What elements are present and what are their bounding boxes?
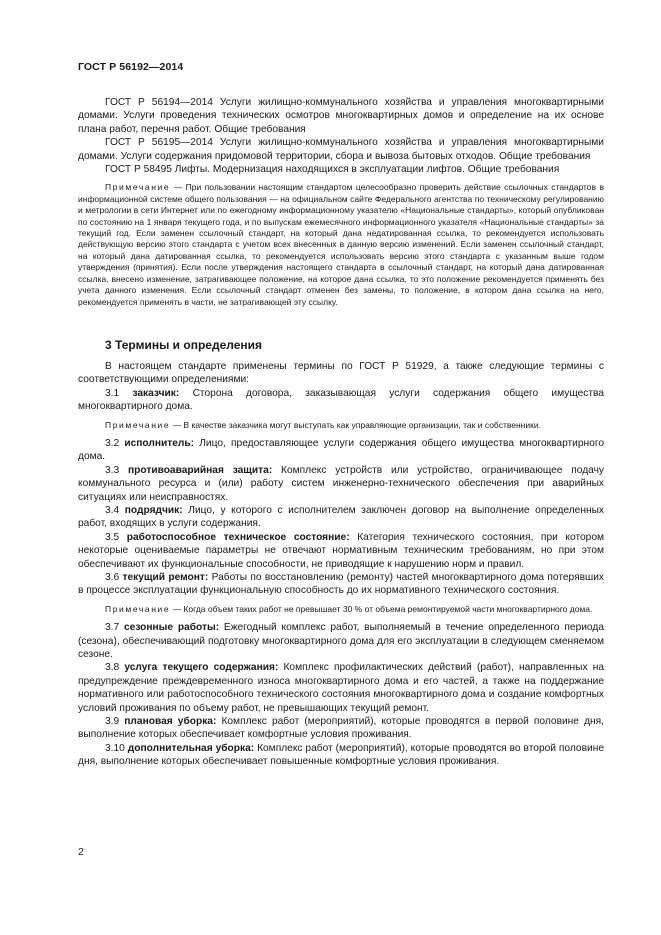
term-note (78, 604, 604, 615)
term-text: Комплекс работ (мероприятий), которые проводятся в первой половине дня, выполнение которых обеспечивает комфортные условия проживания. (78, 716, 604, 741)
term-text: Комплекс устройств или устройство, ограничивающее подачу коммунального ресурса и (или) работу систем инженерно-технического обеспечения при аварийных ситуациях или неисправностях. (78, 464, 604, 503)
note-body: — В качестве заказчика могут выступать как управляющие организации, так и собственники. (170, 419, 541, 430)
page-content (78, 96, 604, 769)
term-name: заказчик: (132, 387, 180, 399)
term-text: Комплекс профилактических действий (работ), направленных на предупреждение преждевременного износа многоквартирного дома и его частей, а также на поддержание нормативного или работоспособного технического состояния многоквартирного дома и создание комфортных условий проживания по объему работ, не превышающих текущий ремонт. (78, 662, 605, 714)
term-text: Лицо, у которого с исполнителем заключен договор на выполнение определенных работ, входящих в услуги содержания. (78, 504, 604, 530)
term-number: 3.3 (105, 464, 120, 476)
note-body: — Когда объем таких работ не превышает 30 % от объема ремонтируемой части многоквартирного дома. (170, 603, 593, 614)
term-number: 3.4 (105, 504, 120, 516)
term-name: дополнительная уборка: (127, 742, 255, 754)
term-number: 3.5 (105, 531, 120, 543)
term-definition (78, 387, 604, 414)
document-code-header: ГОСТ Р 56192—2014 (78, 61, 184, 73)
term-definition (78, 571, 604, 598)
term-text: Сторона договора, заказывающая услуги содержания общего имущества многоквартирного дома. (78, 387, 604, 413)
term-name: исполнитель: (124, 437, 195, 449)
term-name: плановая уборка: (124, 716, 217, 728)
term-number: 3.7 (105, 622, 120, 634)
term-number: 3.1 (105, 387, 120, 399)
term-number: 3.6 (105, 572, 120, 583)
term-name: противоаварийная защита: (127, 464, 273, 476)
term-number: 3.10 (105, 742, 125, 754)
term-definition (78, 742, 604, 769)
note-body: — При пользовании настоящим стандартом целесообразно проверить действие ссылочных стандартов в информационной системе общего пользования — на официальном сайте Федерального агентства по техническому регулированию и метрологии в сети Интернет или по ежегодному информационному указателю «Национальные стандарты», который опубликован по состоянию на 1 января текущего года, и по выпускам ежемесячного информационного указателя «Национальные стандарты» за текущий год. Если заменен ссылочный стандарт, на который дана недатированная ссылка, то рекомендуется использовать действующую версию этого стандарта с учетом всех внесенных в данную версию изменений. Если заменен ссылочный стандарт, на который дана датированная ссылка, то рекомендуется использовать версию этого стандарта с указанным выше годом утверждения (принятия). Если после утверждения настоящего стандарта в ссылочный стандарт, на который дана датированная ссылка, внесено изменение, затрагивающее положение, на которое дана ссылка, то это положение рекомендуется применять без учета данного изменения. Если ссылочный стандарт отменен без замены, то положение, в котором дана ссылка на него, рекомендуется применять в части, не затрагивающей эту ссылку. (78, 182, 604, 307)
term-definition (78, 437, 604, 464)
reference-item: ГОСТ Р 56195—2014 Услуги жилищно-коммунального хозяйства и управления многоквартирными домами. Услуги содержания придомовой территории, сбора и вывоза бытовых отходов. Общие требования (78, 137, 604, 162)
section-intro: В настоящем стандарте применены термины по ГОСТ Р 51929, а также следующие термины с соответствующими определениями: (78, 360, 604, 386)
reference-item: ГОСТ Р 56194—2014 Услуги жилищно-коммунального хозяйства и управления многоквартирными домами. Услуги проведения технических осмотров многоквартирных домов и определение на их основе плана работ, перечня работ. Общие требования (78, 97, 604, 135)
term-text: Категория технического состояния, при котором некоторые оцениваемые параметры не отвечают нормативным техническим требованиям, но при этом обеспечивают их функциональные способности, не приводящие к нарушению норм и правил. (78, 531, 604, 570)
term-note (78, 420, 604, 431)
term-number: 3.9 (105, 716, 120, 728)
section-title: 3 Термины и определения (105, 337, 263, 352)
term-definition (78, 531, 604, 571)
term-definition (78, 504, 604, 531)
reference-item: ГОСТ Р 58495 Лифты. Модернизация находящихся в эксплуатации лифтов. Общие требования (105, 164, 560, 176)
term-name: работоспособное техническое состояние: (126, 531, 350, 543)
term-definition (78, 464, 604, 504)
term-name: текущий ремонт: (122, 572, 209, 583)
term-name: услуга текущего содержания: (124, 662, 279, 674)
term-number: 3.2 (105, 437, 120, 449)
term-definition (78, 715, 604, 742)
note-label: Примечание (105, 603, 171, 614)
note-label: Примечание (105, 182, 171, 193)
term-definition (78, 621, 604, 661)
term-number: 3.8 (105, 662, 120, 674)
note-main (78, 182, 604, 307)
term-text: Комплекс работ (мероприятий), которые проводятся во второй половине дня, выполнение которых обеспечивает повышенные комфортные условия проживания. (78, 742, 604, 768)
note-label: Примечание (105, 419, 171, 430)
term-name: подрядчик: (124, 504, 183, 516)
term-name: сезонные работы: (124, 622, 220, 634)
term-text: Работы по восстановлению (ремонту) частей многоквартирного дома потерявших в процессе эксплуатации функциональную способность до их нормативного технического состояния. (78, 572, 604, 597)
term-text: Ежегодный комплекс работ, выполняемый в течение определенного периода (сезона), обеспечивающий подготовку многоквартирного дома для его эксплуатации в следующем сменяемом сезоне. (78, 622, 604, 661)
term-definition (78, 661, 604, 715)
page-number: 2 (78, 846, 84, 858)
term-text: Лицо, предоставляющее услуги содержания общего имущества многоквартирного дома. (78, 437, 604, 463)
